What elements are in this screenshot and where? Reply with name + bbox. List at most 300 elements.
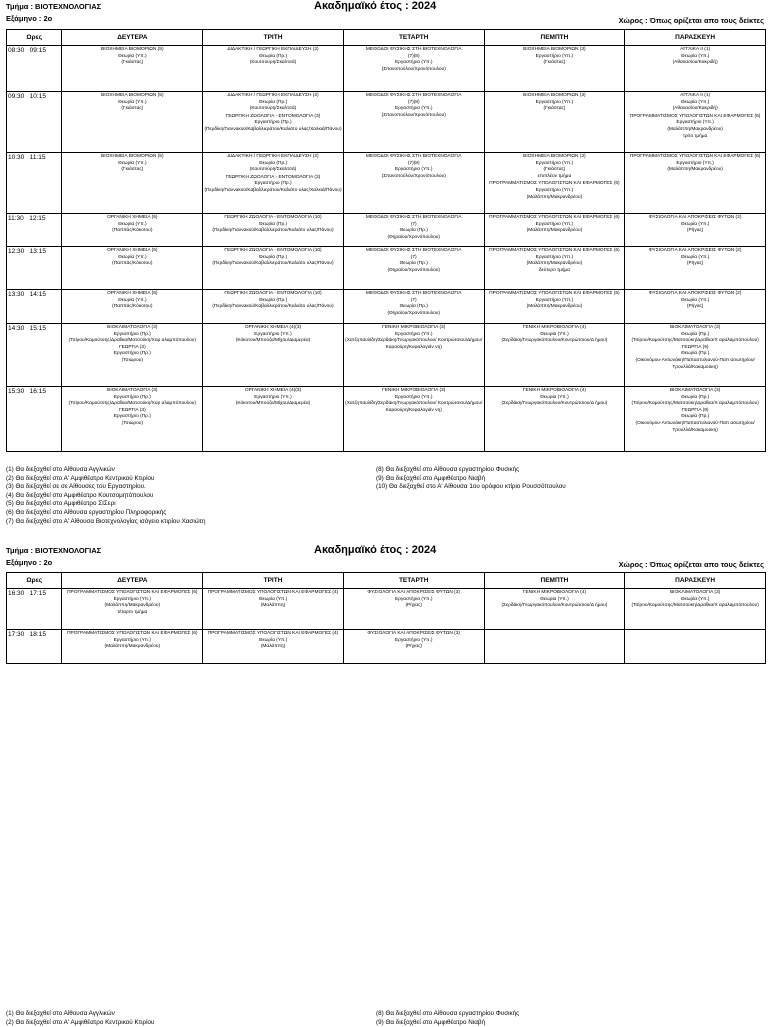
course-line: Θεωρία (Υπ.) [258, 637, 288, 643]
course-entry [626, 114, 764, 140]
course-line: (Γκιάστας) [121, 167, 144, 173]
schedule-row [7, 153, 766, 214]
course-line: ΠΡΟΓΡΑΜΜΑΤΙΣΜΟΣ ΥΠΟΛΟΓΙΣΤΩΝ ΚΑΙ ΕΦΑΡΜΟΓΕΣ (6) [67, 590, 198, 595]
course-line: (Γκιάστας) [121, 60, 144, 66]
course-line: (Μαλάππη/Μακρανδρέου) [104, 603, 161, 609]
course-line: ΓΕΝΙΚΗ ΜΙΚΡΟΒΙΟΛΟΓΙΑ (4) [522, 325, 587, 330]
course-line: ΦΥΣΙΟΛΟΓΙΑ ΚΑΙ ΑΠΟΚΡΙΣΕΙΣ ΦΥΤΩΝ (2) [648, 248, 742, 253]
course-line: ΒΙΟΚΛΙΜΑΤΟΛΟΓΙΑ (3) [669, 388, 721, 393]
course-line: Θεωρία (Υπ.) [680, 221, 710, 227]
course-line: ΟΡΓΑΝΙΚΗ ΧΗΜΕΙΑ (4)(3) [244, 388, 302, 393]
semester-label: Εξάμηνο : 2ο [6, 14, 53, 23]
footnote: (9) Θα διεξαχθεί στο Αμφιθέατρο Νιαβή [376, 474, 485, 482]
footnote: (7) Θα διεξαχθεί στο Α' Αίθουσα Βιοτεχνολογίας ισόγειο κτιρίου Χασιώτη [6, 517, 206, 525]
course-line: ΟΡΓΑΝΙΚΗ ΧΗΜΕΙΑ (5) [107, 248, 158, 253]
course-line: Θεωρία (Πρ.) [681, 351, 710, 357]
course-line: (Ρήγας) [405, 644, 422, 650]
course-line: Εργαστήριο (Υπ.) [394, 596, 433, 602]
column-header: ΠΑΡΑΣΚΕΥΗ [625, 573, 766, 589]
course-line: Εργαστήριο (Υπ.) [676, 120, 714, 126]
schedule-cell [203, 630, 344, 664]
schedule-cell [484, 214, 625, 247]
schedule-cell [343, 630, 484, 664]
course-line: (Τσιώρου) [121, 420, 143, 426]
schedule-row [7, 387, 766, 452]
course-line: Εργαστήριο (Υπ.) [394, 637, 433, 643]
course-line: Θεωρία (Υπ.) [680, 99, 710, 105]
course-line: ΠΡΟΓΡΑΜΜΑΤΙΣΜΟΣ ΥΠΟΛΟΓΙΣΤΩΝ ΚΑΙ ΕΦΑΡΜΟΓΕΣ (6) [489, 248, 620, 253]
course-line: (7)(8) [407, 53, 420, 59]
course-line: ΔΙΔΑΚΤΙΚΗ / ΓΕΩΡΓΙΚΗ ΕΚΠΑΙΔΕΥΣΗ (2) [227, 47, 319, 52]
course-line: Θεωρία (Υπ.) [258, 596, 288, 602]
course-line: Θεωρία (Υπ.) [118, 221, 147, 227]
course-line: ΒΙΟΧΗΜΕΙΑ ΒΙΟΜΟΡΙΩΝ (5) [101, 47, 164, 52]
course-line: (Τσίρου/Καμούτσης/Ματσούκη/Δραΐλια/Χ αραλαμπόπουλου) [631, 401, 759, 407]
schedule-cell [625, 630, 766, 664]
course-entry [345, 291, 483, 317]
schedule-cell [343, 214, 484, 247]
course-line: (Αθανασίου/Κακριδή) [672, 106, 718, 112]
course-line: Θεωρία (Υπ.) [680, 254, 710, 260]
course-line: ΜΕΘΟΔΟΙ ΦΥΣΙΚΗΣ ΣΤΗ ΒΙΟΤΕΧΝΟΛΟΓΙΑ [365, 248, 462, 253]
footnote: (8) Θα διεξαχθεί στο Αίθουσα εργαστηρίου Φυσικής [376, 1010, 520, 1017]
course-line: ΓΕΝΙΚΗ ΜΙΚΡΟΒΙΟΛΟΓΙΑ (3) [382, 325, 446, 330]
course-line: Θεωρία (Υπ.) [680, 596, 710, 602]
course-line: ΒΙΟΚΛΙΜΑΤΟΛΟΓΙΑ (3) [669, 325, 721, 330]
course-line: (Μαλάππη/Μακρανδρέου) [526, 194, 583, 200]
time-slot: 16:30 17:15 [7, 589, 62, 630]
course-line: (Γκιάστας) [543, 60, 566, 66]
course-line: Θεωρία (Υπ.) [540, 596, 569, 602]
department-label-2: Τμήμα : ΒΙΟΤΕΧΝΟΛΟΓΙΑΣ [6, 546, 102, 555]
course-line: (Σπανοπούλου/Χρονόπουλου) [381, 112, 446, 118]
schedule-cell [625, 92, 766, 153]
schedule-row [7, 324, 766, 387]
schedule-cell [203, 387, 344, 452]
course-entry [204, 47, 342, 67]
course-entry [345, 93, 483, 119]
course-line: (Γκιάστας) [121, 106, 144, 112]
course-line: επιπλέον τμήμα [537, 173, 572, 179]
course-line: Εργαστήριο (Υπ.) [394, 167, 433, 173]
course-entry [63, 93, 201, 113]
course-line: ΔΙΔΑΚΤΙΚΗ / ΓΕΩΡΓΙΚΗ ΕΚΠΑΙΔΕΥΣΗ (2) [227, 93, 319, 98]
time-slot: 15:30 16:15 [7, 387, 62, 452]
course-line: (Τσίρου/Καμούτσης/Ματσούκη/Δραΐλια/Χ αραλαμπόπουλου) [631, 338, 759, 344]
course-line: ΓΕΩΡΓΙΚΗ ΖΩΟΛΟΓΙΑ - ΕΝΤΟΜΟΛΟΓΙΑ (10) [224, 291, 322, 296]
course-line: (Παππάς/Κόκοτου) [112, 261, 153, 267]
course-line: (Κόκοτου/Μπούζα/Μίχου/Διαμερέα) [235, 338, 311, 344]
course-entry [486, 93, 624, 113]
schedule-cell [203, 92, 344, 153]
course-line: ΒΙΟΚΛΙΜΑΤΟΛΟΓΙΑ (3) [669, 590, 721, 595]
course-line: (Ρήγας) [686, 261, 704, 267]
footnote: (8) Θα διεξαχθεί στο Αίθουσα εργαστηρίου Φυσικής [376, 466, 520, 473]
column-header: ΤΕΤΑΡΤΗ [343, 573, 484, 589]
course-line: Θεωρία (Υπ.) [680, 297, 710, 303]
course-line: ΜΕΘΟΔΟΙ ΦΥΣΙΚΗΣ ΣΤΗ ΒΙΟΤΕΧΝΟΛΟΓΙΑ [365, 154, 462, 159]
academic-year: Ακαδημαϊκό έτος : 2024 [314, 0, 437, 12]
course-line: Θεωρία (Υπ.) [118, 297, 147, 303]
course-line: Εργαστήριο (Υπ.) [113, 637, 152, 643]
course-line: Θεωρία (Υπ.) [118, 254, 147, 260]
course-line: (Αθανασίου/Κακριδή) [672, 60, 718, 66]
course-line: (Μαλάππη/Μακρανδρέου) [104, 644, 161, 650]
course-entry [204, 175, 342, 195]
course-line: (Μαλάππη) [260, 603, 286, 609]
course-entry [63, 325, 201, 365]
course-line: Εργαστήριο (Υπ.) [113, 596, 152, 602]
schedule-cell [62, 214, 203, 247]
course-line: ΒΙΟΧΗΜΕΙΑ ΒΙΟΜΟΡΙΩΝ (3) [523, 93, 586, 98]
course-entry [345, 325, 483, 351]
course-line: (Περδίκη/Γιαννακού/Καβαλλιεράτου/Καλιάτο υλας/Πάνου) [212, 304, 334, 310]
course-line: (Θηραίου/Χρονόπουλου) [387, 310, 440, 316]
course-line: ΠΡΟΓΡΑΜΜΑΤΙΣΜΟΣ ΥΠΟΛΟΓΙΣΤΩΝ ΚΑΙ ΕΦΑΡΜΟΓΕΣ (6) [489, 291, 620, 296]
column-header: ΠΕΜΠΤΗ [484, 573, 625, 589]
column-header: ΔΕΥΤΕΡΑ [62, 30, 203, 46]
course-line: (Ρήγας) [405, 603, 422, 609]
course-line: Θεωρία (Πρ.) [258, 53, 288, 59]
course-line: (Μαλάππη/Μακρανδρέου) [667, 126, 723, 132]
schedule-row [7, 214, 766, 247]
course-line: ΓΕΩΡΓΙΑ (9) [681, 344, 709, 350]
course-line: (Μαλάππη/Μακρανδρέου) [526, 228, 583, 234]
course-line: (Γκιάστας) [543, 106, 566, 112]
course-line: Εργαστήριο (Υπ.) [394, 394, 433, 400]
course-entry [486, 325, 624, 345]
course-entry [486, 181, 624, 201]
course-line: ΒΙΟΚΛΙΜΑΤΟΛΟΓΙΑ (3) [107, 388, 158, 393]
footnote: (6) Θα διεξαχθεί στο Αίθουσα εργαστηρίου Πληροφορικής [6, 508, 167, 516]
time-slot: 17:30 18:15 [7, 630, 62, 664]
schedule-cell [62, 387, 203, 452]
course-line: (Μαλάππη/Μακρανδρέου) [667, 167, 723, 173]
course-line: Εργαστήριο (Πρ.) [113, 351, 151, 357]
course-entry [486, 248, 624, 274]
course-entry [486, 590, 624, 610]
course-line: ΠΡΟΓΡΑΜΜΑΤΙΣΜΟΣ ΥΠΟΛΟΓΙΣΤΩΝ ΚΑΙ ΕΦΑΡΜΟΓΕΣ (4) [207, 631, 339, 636]
course-entry [204, 590, 342, 610]
course-line: (Σπανοπούλου/Χρονόπουλου) [381, 66, 446, 72]
course-line: (Περδίκη/Γιαννακού/Καβαλλιεράτου/Καλιάτο υλας/Χαλκιά/Πάνου) [204, 126, 342, 132]
course-entry [204, 248, 342, 268]
course-entry [626, 291, 764, 311]
course-entry [204, 388, 342, 408]
course-line: (Περδίκη/Γιαννακού/Καβαλλιεράτου/Καλιάτο υλας/Χαλκιά/Πάνου) [204, 187, 342, 193]
course-entry [626, 590, 764, 610]
course-line: Εργαστήριο (Υπ.) [535, 160, 574, 166]
course-line: ΒΙΟΧΗΜΕΙΑ ΒΙΟΜΟΡΙΩΝ (5) [101, 154, 164, 159]
course-entry [486, 215, 624, 235]
course-line: (7) [410, 254, 417, 260]
schedule-cell [484, 153, 625, 214]
schedule-cell [625, 589, 766, 630]
course-line: Εργαστήριο (Υπ.) [676, 160, 714, 166]
footnote: (2) Θα διεξαχθεί στο Α' Αμφιθέατρο Κεντρικού Κτιρίου [6, 1018, 155, 1026]
course-line: ΜΕΘΟΔΟΙ ΦΥΣΙΚΗΣ ΣΤΗ ΒΙΟΤΕΧΝΟΛΟΓΙΑ [365, 47, 462, 52]
course-line: (Χατζηπαυλίδη/Σερδάκη/Γεωργακόπουλου/ Κουτρώτσιου/Δήμου/Καραούρη/Κεφαλογιάν νη) [345, 338, 483, 350]
course-line: Εργαστήριο (Υπ.) [254, 331, 292, 337]
course-line: ΦΥΣΙΟΛΟΓΙΑ ΚΑΙ ΑΠΟΚΡΙΣΕΙΣ ΦΥΤΩΝ (2) [648, 215, 742, 220]
course-line: Εργαστήριο (Υπ.) [535, 221, 574, 227]
schedule-cell [343, 153, 484, 214]
timetable-page1 [6, 29, 766, 452]
course-line: Εργαστήριο (Πρ.) [254, 181, 292, 187]
time-slot: 12:30 13:15 [7, 247, 62, 290]
course-entry [486, 154, 624, 180]
footer-notes-right [376, 1010, 519, 1027]
schedule-cell [203, 324, 344, 387]
schedule-cell [625, 324, 766, 387]
schedule-cell [203, 214, 344, 247]
course-line: Εργαστήριο (Υπ.) [535, 99, 574, 105]
notes-right [376, 466, 566, 492]
course-entry [204, 114, 342, 134]
course-entry [626, 325, 764, 371]
course-line: ΓΕΩΡΓΙΚΗ ΖΩΟΛΟΓΙΑ - ΕΝΤΟΜΟΛΟΓΙΑ (3) [225, 113, 321, 119]
course-line: (Κουτσούρη/Σκαλτσά) [249, 60, 297, 66]
schedule-row [7, 247, 766, 290]
course-line: Θεωρία (Πρ.) [258, 160, 288, 166]
schedule-cell [625, 214, 766, 247]
schedule-cell [625, 46, 766, 92]
course-line: ΓΕΩΡΓΙΚΗ ΖΩΟΛΟΓΙΑ - ΕΝΤΟΜΟΛΟΓΙΑ (3) [225, 174, 321, 180]
course-line: Εργαστήριο (Πρ.) [113, 394, 151, 400]
schedule-cell [484, 290, 625, 324]
course-line: (Κόκοτου/Μπούζα/Μίχου/Διαμερέα) [235, 401, 311, 407]
course-line: ΓΕΩΡΓΙΑ (3) [118, 407, 146, 413]
course-line: Εργαστήριο (Υπ.) [394, 331, 433, 337]
course-entry [345, 154, 483, 180]
course-line: (Ρήγας) [686, 228, 704, 234]
schedule-cell [343, 387, 484, 452]
schedule-cell [203, 589, 344, 630]
course-line: Θεωρία (Υπ.) [118, 160, 147, 166]
schedule-cell [343, 92, 484, 153]
course-line: Θεωρία (Υπ.) [118, 99, 147, 105]
schedule-cell [484, 387, 625, 452]
course-line: ΠΡΟΓΡΑΜΜΑΤΙΣΜΟΣ ΥΠΟΛΟΓΙΣΤΩΝ ΚΑΙ ΕΦΑΡΜΟΓΕΣ (6) [489, 181, 620, 187]
course-line: (Περδίκη/Γιαννακού/Καβαλλιεράτου/Καλιάτο υλας/Πάνου) [212, 228, 334, 234]
course-entry [204, 325, 342, 345]
course-line: Θεωρία (Πρ.) [399, 228, 428, 234]
course-line: (Θηραίου/Χρονόπουλου) [387, 234, 440, 240]
footnote: (4) Θα διεξαχθεί στο Αμφιθέατρο Κουτσομητόπουλου [6, 491, 154, 499]
schedule-cell [203, 153, 344, 214]
schedule-cell [203, 46, 344, 92]
course-line: Εργαστήριο (Υπ.) [535, 297, 574, 303]
course-line: Θεωρία (Υπ.) [540, 331, 569, 337]
course-line: ΓΕΝΙΚΗ ΜΙΚΡΟΒΙΟΛΟΓΙΑ (4) [522, 590, 587, 595]
course-line: ΠΡΟΓΡΑΜΜΑΤΙΣΜΟΣ ΥΠΟΛΟΓΙΣΤΩΝ ΚΑΙ ΕΦΑΡΜΟΓΕΣ (6) [489, 215, 620, 220]
course-entry [626, 215, 764, 235]
course-line: ΠΡΟΓΡΑΜΜΑΤΙΣΜΟΣ ΥΠΟΛΟΓΙΣΤΩΝ ΚΑΙ ΕΦΑΡΜΟΓΕΣ (6) [629, 113, 761, 119]
schedule-cell [625, 247, 766, 290]
schedule-cell [343, 589, 484, 630]
course-line: δεύτερο τμήμα [538, 267, 570, 273]
column-header: Ωρες [7, 30, 62, 46]
course-entry [63, 631, 201, 651]
course-line: Θεωρία (Πρ.) [399, 304, 428, 310]
room-note-2: Χώρος : Όπως ορίζεται απο τους δείκτες [618, 560, 764, 569]
course-line: (Κουτσούρη/Σκαλτσά) [249, 106, 297, 112]
schedule-cell [343, 324, 484, 387]
schedule-cell [62, 290, 203, 324]
schedule-row [7, 589, 766, 630]
schedule-cell [343, 46, 484, 92]
course-line: ΟΡΓΑΝΙΚΗ ΧΗΜΕΙΑ (4)(3) [244, 325, 302, 330]
course-line: Εργαστήριο (Υπ.) [535, 53, 574, 59]
footnote: (1) Θα διεξαχθεί στο Αίθουσα Αγγλικών [6, 1010, 115, 1017]
course-line: (Τσιώρου) [121, 357, 143, 363]
course-entry [626, 248, 764, 268]
course-line: (Μαλάππη) [260, 644, 286, 650]
timetable-page2 [6, 572, 766, 664]
course-line: Εργαστήριο (Υπ.) [394, 60, 433, 66]
course-line: τέταρτο τμήμα [117, 609, 148, 615]
course-line: ΒΙΟΚΛΙΜΑΤΟΛΟΓΙΑ (3) [107, 325, 158, 330]
course-line: ΜΕΘΟΔΟΙ ΦΥΣΙΚΗΣ ΣΤΗ ΒΙΟΤΕΧΝΟΛΟΓΙΑ [365, 215, 462, 220]
schedule-cell [484, 92, 625, 153]
course-line: Εργαστήριο (Υπ.) [535, 254, 574, 260]
course-line: (Σπανοπούλου/Χρονόπουλου) [381, 173, 446, 179]
schedule-cell [62, 46, 203, 92]
footnote: (5) Θα διεξαχθεί στο Αμφιθέατρο ΣΙΣερι [6, 500, 116, 508]
time-slot: 09:30 10:15 [7, 92, 62, 153]
course-line: ΦΥΣΙΟΛΟΓΙΑ ΚΑΙ ΑΠΟΚΡΙΣΕΙΣ ΦΥΤΩΝ (2) [648, 291, 742, 296]
schedule-cell [484, 324, 625, 387]
course-line: Εργαστήριο (Υπ.) [394, 106, 433, 112]
course-line: Θεωρία (Πρ.) [399, 261, 428, 267]
course-entry [63, 248, 201, 268]
course-entry [345, 215, 483, 241]
course-entry [204, 631, 342, 651]
course-line: ΜΕΘΟΔΟΙ ΦΥΣΙΚΗΣ ΣΤΗ ΒΙΟΤΕΧΝΟΛΟΓΙΑ [365, 291, 462, 296]
schedule-cell [62, 324, 203, 387]
course-line: (Σερδάκη/Γεωργακόπουλου/Κουτρώτσιου/Δ ήμου) [501, 603, 608, 609]
schedule-cell [62, 630, 203, 664]
course-line: (Περδίκη/Γιαννακού/Καβαλλιεράτου/Καλιάτο υλας/Πάνου) [212, 261, 334, 267]
course-line: Εργαστήριο (Πρ.) [254, 120, 292, 126]
footnote: (1) Θα διεξαχθεί στο Αίθουσα Αγγλικών [6, 466, 115, 473]
course-entry [204, 215, 342, 235]
course-line: Θεωρία (Πρ.) [681, 331, 710, 337]
schedule-cell [343, 290, 484, 324]
course-entry [63, 590, 201, 616]
schedule-cell [203, 290, 344, 324]
course-line: Θεωρία (Πρ.) [258, 99, 288, 105]
course-line: (Σερδάκη/Γεωργακόπουλου/Κουτρώτσιου/Δ ήμου) [501, 338, 608, 344]
course-line: Εργαστήριο (Υπ.) [254, 394, 292, 400]
schedule-cell [62, 247, 203, 290]
course-line: Θεωρία (Πρ.) [681, 414, 710, 420]
course-entry [345, 590, 483, 610]
course-line: Εργαστήριο (Πρ.) [113, 414, 151, 420]
department-label: Τμήμα : ΒΙΟΤΕΧΝΟΛΟΓΙΑΣ [6, 2, 102, 11]
course-line: ΓΕΩΡΓΙΚΗ ΖΩΟΛΟΓΙΑ - ΕΝΤΟΜΟΛΟΓΙΑ (10) [224, 248, 322, 253]
column-header: ΤΡΙΤΗ [203, 573, 344, 589]
course-entry [63, 291, 201, 311]
course-line: (Παππάς/Κόκοτου) [112, 228, 153, 234]
time-slot: 10:30 11:15 [7, 153, 62, 214]
course-line: ΠΡΟΓΡΑΜΜΑΤΙΣΜΟΣ ΥΠΟΛΟΓΙΣΤΩΝ ΚΑΙ ΕΦΑΡΜΟΓΕΣ (4) [207, 590, 339, 595]
footnote: (10) Θα διεξαχθεί στο Α' Αίθουσα 1ου ορόφου κτίριο Ρουσσόπουλου [376, 483, 566, 491]
academic-year-2: Ακαδημαϊκό έτος : 2024 [314, 544, 437, 556]
course-line: (Μαλάππη/Μακρανδρέου) [526, 304, 583, 310]
course-line: τρίτο τμήμα [682, 133, 708, 139]
course-line: (Τσίρου/Καμούτσης/Δραΐλια/Ματσούκη/Χαρ αλαμπόπουλου) [68, 401, 196, 407]
course-line: (Οικονόμου-Αντωνάκη/Παπαστυλιανού-Παπ ασωτηρίου/Τρουλλά/Κακαμούκη) [635, 357, 755, 370]
course-line: (Χατζηπαυλίδη/Σερδάκη/Γεωργακόπουλου/ Κουτρώτσιου/Δήμου/Καραούρη/Κεφαλογιάν νη) [345, 401, 483, 413]
schedule-row [7, 630, 766, 664]
course-line: ΔΙΔΑΚΤΙΚΗ / ΓΕΩΡΓΙΚΗ ΕΚΠΑΙΔΕΥΣΗ (2) [227, 154, 319, 159]
course-line: Θεωρία (Υπ.) [540, 394, 569, 400]
schedule-cell [62, 92, 203, 153]
course-line: ΟΡΓΑΝΙΚΗ ΧΗΜΕΙΑ (5) [107, 215, 158, 220]
course-line: ΜΕΘΟΔΟΙ ΦΥΣΙΚΗΣ ΣΤΗ ΒΙΟΤΕΧΝΟΛΟΓΙΑ [365, 93, 462, 98]
course-line: ΓΕΩΡΓΙΑ (9) [681, 407, 709, 413]
course-line: (Τσίρου/Καμούτσης/Δραΐλια/Ματσούκη/Χαρ αλαμπόπουλου) [68, 338, 196, 344]
course-entry [204, 291, 342, 311]
course-line: Θεωρία (Πρ.) [258, 221, 288, 227]
schedule-cell [484, 630, 625, 664]
course-line: (7) [410, 221, 417, 227]
schedule-row [7, 290, 766, 324]
course-entry [486, 291, 624, 311]
course-entry [486, 47, 624, 67]
course-entry [204, 93, 342, 113]
course-entry [626, 154, 764, 174]
course-line: ΟΡΓΑΝΙΚΗ ΧΗΜΕΙΑ (5) [107, 291, 158, 296]
time-slot: 13:30 14:15 [7, 290, 62, 324]
schedule-cell [484, 247, 625, 290]
schedule-cell [625, 153, 766, 214]
course-line: Θεωρία (Πρ.) [258, 297, 288, 303]
course-entry [345, 631, 483, 651]
course-line: ΒΙΟΧΗΜΕΙΑ ΒΙΟΜΟΡΙΩΝ (3) [523, 47, 586, 52]
course-line: ΑΓΓΛΙΚΑ ΙΙ (1) [680, 93, 711, 98]
course-line: Θεωρία (Πρ.) [681, 394, 710, 400]
course-line: (Γκιάστας) [543, 167, 566, 173]
course-line: ΠΡΟΓΡΑΜΜΑΤΙΣΜΟΣ ΥΠΟΛΟΓΙΣΤΩΝ ΚΑΙ ΕΦΑΡΜΟΓΕΣ (6) [67, 631, 198, 636]
course-line: (7)(8) [407, 160, 420, 166]
course-line: (Μαλάππη/Μακρανδρέου) [526, 261, 583, 267]
schedule-row [7, 92, 766, 153]
course-entry [626, 47, 764, 67]
course-line: ΓΕΩΡΓΙΑ (3) [118, 344, 146, 350]
time-slot: 11:30 12:15 [7, 214, 62, 247]
course-line: ΦΥΣΙΟΛΟΓΙΑ ΚΑΙ ΑΠΟΚΡΙΣΕΙΣ ΦΥΤΩΝ (3) [367, 590, 460, 595]
semester-label-2: Εξάμηνο : 2ο [6, 558, 53, 567]
course-entry [486, 388, 624, 408]
column-header: ΠΕΜΠΤΗ [484, 30, 625, 46]
course-entry [345, 388, 483, 414]
course-line: ΓΕΩΡΓΙΚΗ ΖΩΟΛΟΓΙΑ - ΕΝΤΟΜΟΛΟΓΙΑ (10) [224, 215, 322, 220]
course-entry [63, 388, 201, 428]
schedule-cell [625, 290, 766, 324]
course-entry [204, 154, 342, 174]
course-entry [345, 248, 483, 274]
course-line: ΒΙΟΧΗΜΕΙΑ ΒΙΟΜΟΡΙΩΝ (5) [101, 93, 164, 98]
course-entry [63, 215, 201, 235]
column-header: Ωρες [7, 573, 62, 589]
course-line: (7)(8) [407, 99, 420, 105]
course-line: (Τσίρου/Καμούτσης/Ματσούκη/Δραΐλια/Χ αραλαμπόπουλου) [631, 603, 759, 609]
room-note: Χώρος : Όπως ορίζεται απο τους δείκτες [618, 16, 764, 25]
course-entry [626, 388, 764, 434]
course-line: ΓΕΝΙΚΗ ΜΙΚΡΟΒΙΟΛΟΓΙΑ (3) [382, 388, 446, 393]
